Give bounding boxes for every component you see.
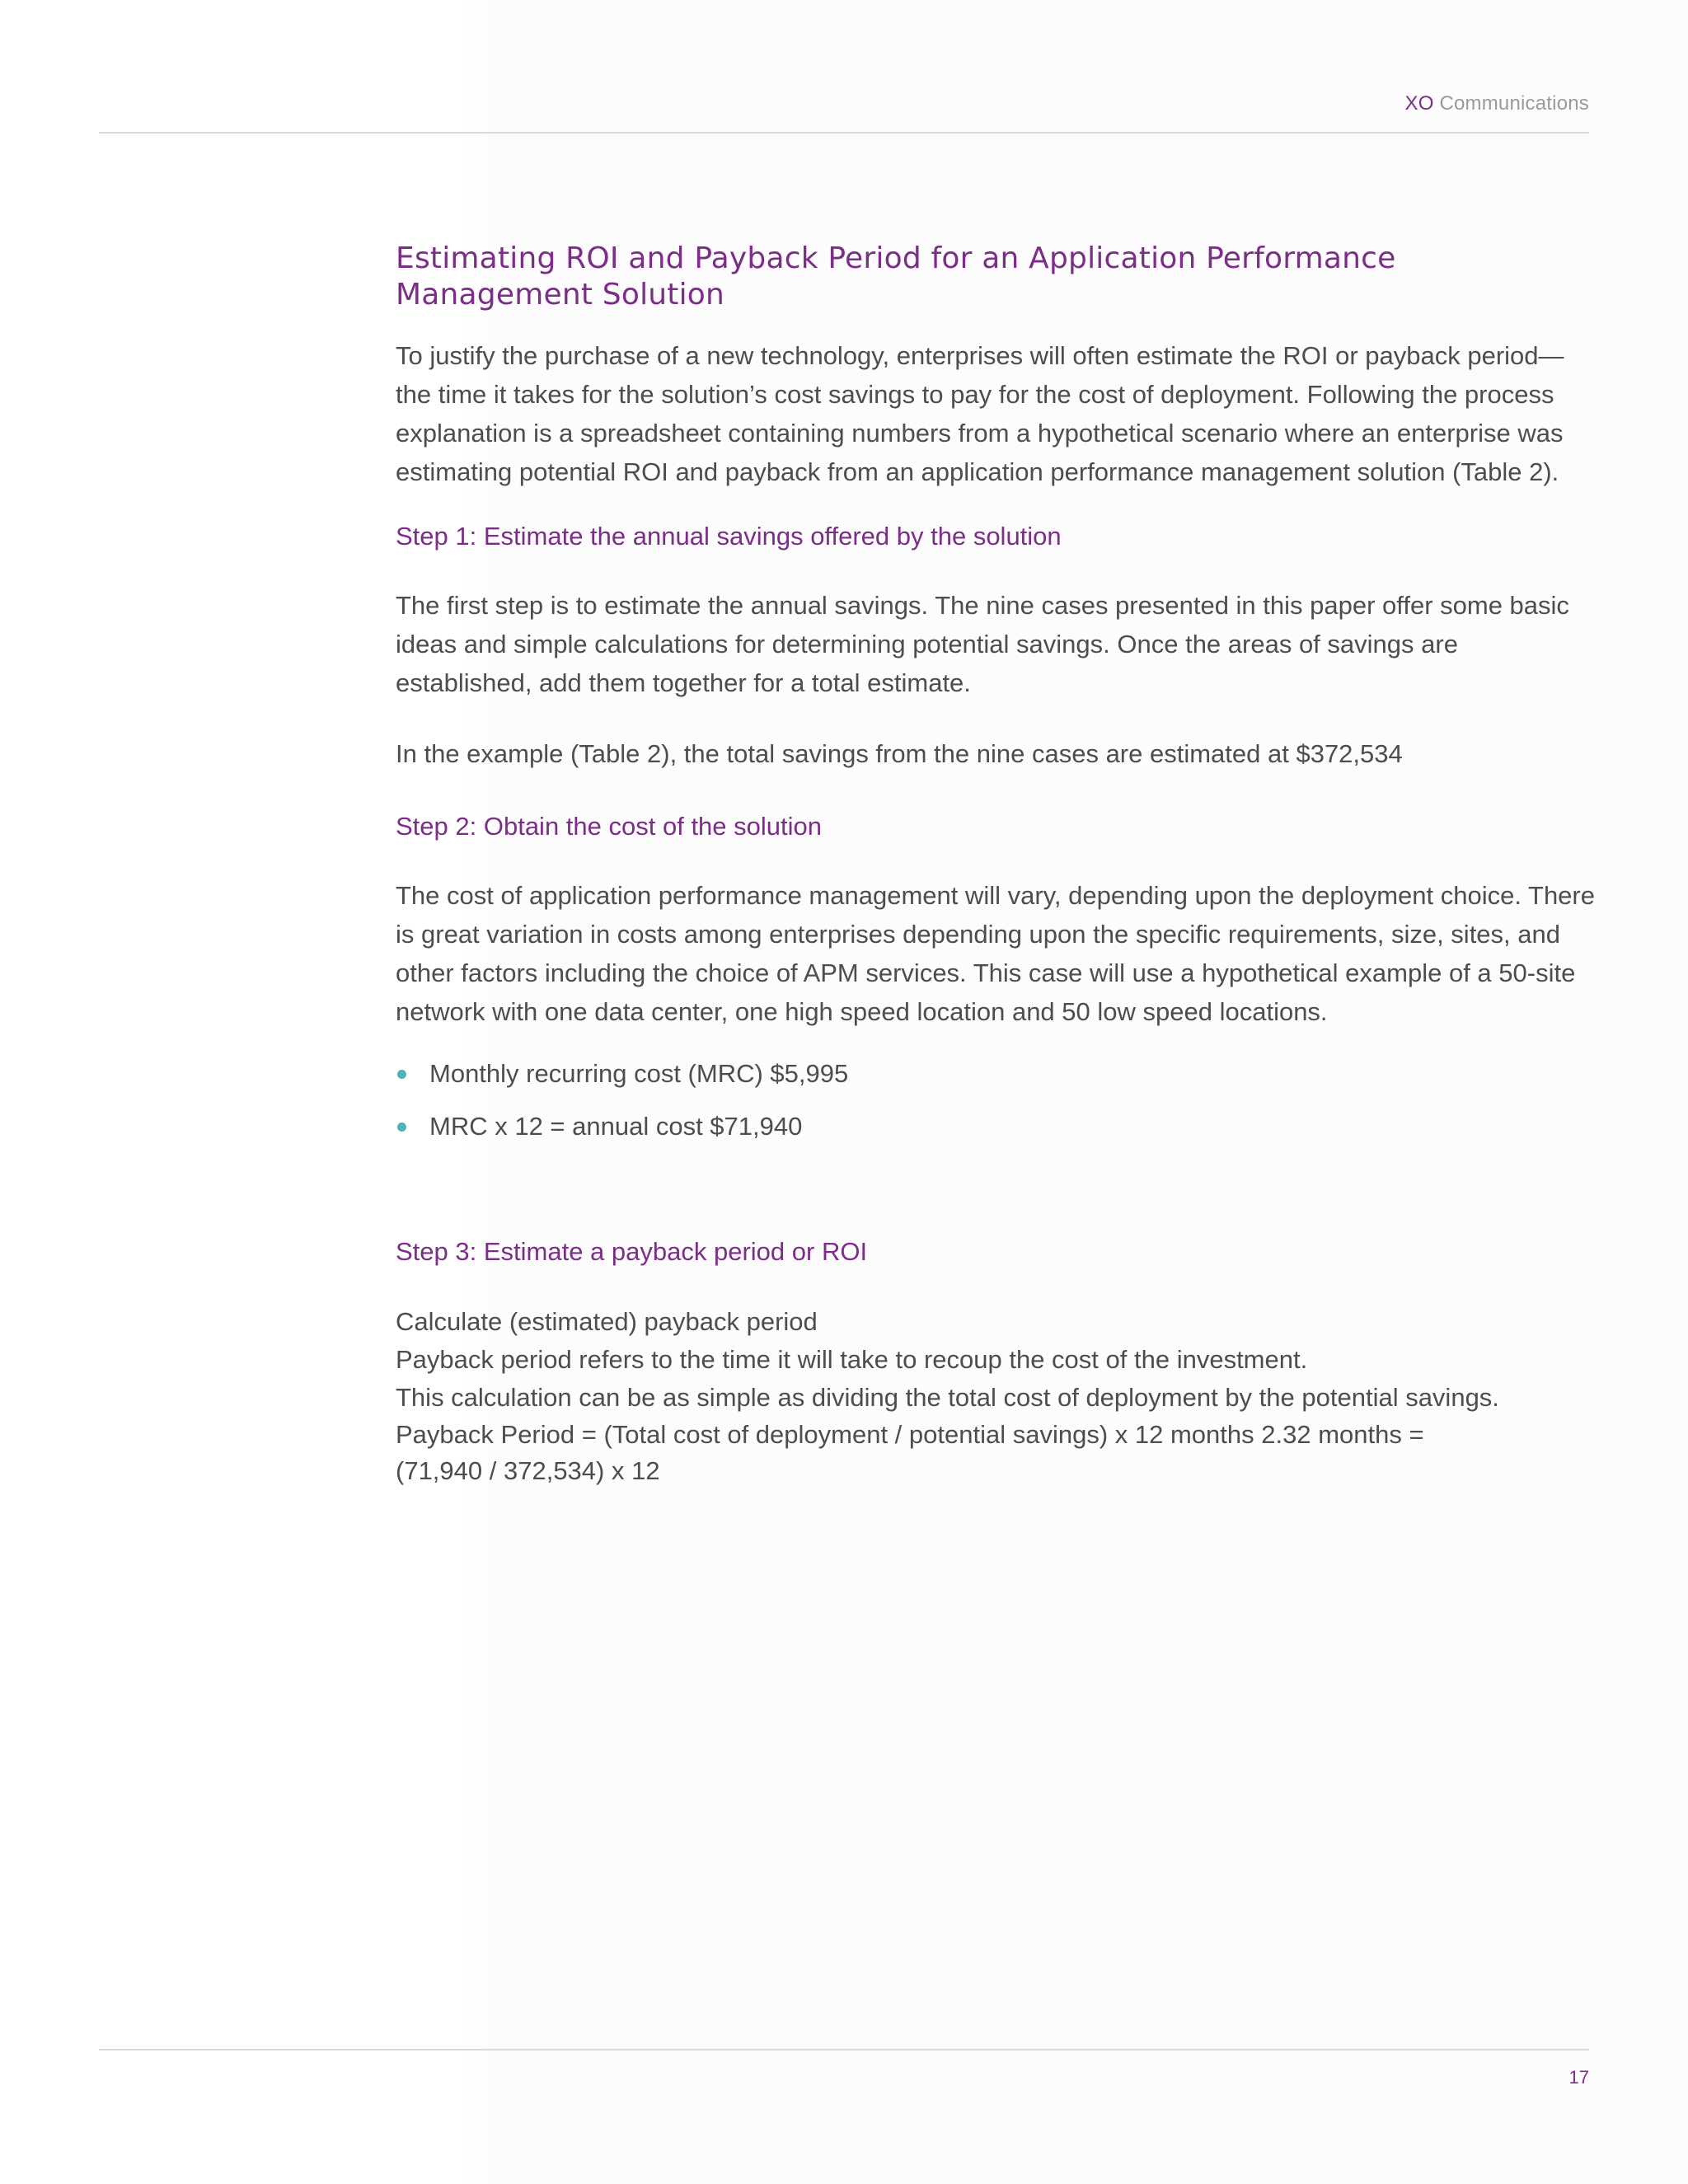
list-item <box>396 1110 1599 1143</box>
brand-xo-text: XO <box>1404 92 1434 115</box>
payback-line-1: Calculate (estimated) payback period <box>396 1307 818 1336</box>
list-item-text: Monthly recurring cost (MRC) $5,995 <box>429 1059 849 1088</box>
step-1-paragraph: The first step is to estimate the annual savings. The nine cases presented in this paper offer some basic ideas and simple calculations for determining potential savings. Once the areas of savings are established, add them together for a total estimate. <box>396 591 1569 697</box>
step-1-heading: Step 1: Estimate the annual savings offered by the solution <box>396 522 1062 551</box>
page-title-line-2: Management Solution <box>396 278 725 312</box>
brand-communications-text: Communications <box>1433 92 1589 115</box>
step-1-total-paragraph: In the example (Table 2), the total savings from the nine cases are estimated at $372,534 <box>396 739 1403 768</box>
footer-divider <box>99 2049 1589 2050</box>
page-title-line-1: Estimating ROI and Payback Period for an Application Performance <box>396 241 1396 275</box>
cost-bullet-list <box>396 1057 1599 1143</box>
page-title <box>396 241 1599 313</box>
payback-formula-line: Payback Period = (Total cost of deployment / potential savings) x 12 months 2.32 months = <box>396 1420 1424 1449</box>
step-2-heading: Step 2: Obtain the cost of the solution <box>396 812 822 841</box>
page-header <box>1405 92 1589 115</box>
header-divider <box>99 132 1589 134</box>
payback-line-3: This calculation can be as simple as dividing the total cost of deployment by the potential savings. <box>396 1383 1499 1412</box>
payback-calculation <box>396 1303 1599 1489</box>
payback-formula-values: (71,940 / 372,534) x 12 <box>396 1456 660 1485</box>
bullet-dot-icon <box>397 1070 406 1079</box>
list-item-text: MRC x 12 = annual cost $71,940 <box>429 1112 803 1141</box>
main-content <box>396 241 1599 1489</box>
intro-paragraph: To justify the purchase of a new technology, enterprises will often estimate the ROI or payback period—the time it takes for the solution’s cost savings to pay for the cost of deployment. Following the process explanation is a spreadsheet containing numbers from a hypothetical scenario where an enterprise was estimating potential ROI and payback from an application performance management solution (Table 2). <box>396 341 1564 486</box>
list-item <box>396 1057 1599 1090</box>
page-number: 17 <box>1568 2067 1589 2088</box>
step-2-paragraph: The cost of application performance management will vary, depending upon the deployment choice. There is great variation in costs among enterprises depending upon the specific requirements, size, sites, and other factors including the choice of APM services. This case will use a hypothetical example of a 50-site network with one data center, one high speed location and 50 low speed locations. <box>396 881 1595 1026</box>
step-3-heading: Step 3: Estimate a payback period or ROI <box>396 1237 868 1266</box>
bullet-dot-icon <box>397 1122 406 1132</box>
payback-line-2: Payback period refers to the time it will take to recoup the cost of the investment. <box>396 1345 1308 1374</box>
